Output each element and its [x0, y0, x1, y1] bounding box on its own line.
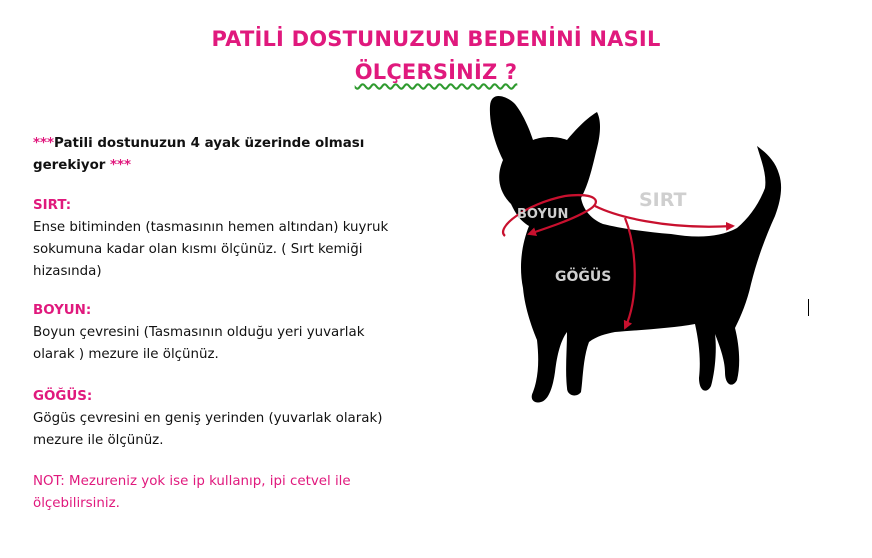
sirt-heading: SIRT:	[33, 198, 72, 213]
boyun-section	[33, 300, 413, 366]
sirt-diagram-label: SIRT	[639, 189, 687, 211]
page-title-line1: PATİLİ DOSTUNUZUN BEDENİNİ NASIL	[211, 27, 661, 51]
gogus-diagram-label: GÖĞÜS	[555, 269, 612, 285]
warning-stars-close: ***	[105, 158, 132, 173]
gogus-section	[33, 386, 413, 452]
boyun-line-1: Boyun çevresini (Tasmasının olduğu yeri yuvarlak	[33, 325, 365, 340]
warning-line-1	[33, 133, 413, 155]
boyun-diagram-label: BOYUN	[517, 207, 569, 222]
note-line-1: NOT: Mezureniz yok ise ip kullanıp, ipi cetvel ile	[33, 474, 351, 489]
gogus-line-2: mezure ile ölçünüz.	[33, 433, 164, 448]
dog-measurement-diagram	[485, 88, 785, 418]
gogus-line-1: Gögüs çevresini en geniş yerinden (yuvarlak olarak)	[33, 411, 383, 426]
text-cursor-icon	[808, 299, 809, 316]
warning-text-2: gerekiyor	[33, 158, 106, 173]
page-title-line2-text: ÖLÇERSİNİZ ?	[354, 60, 518, 84]
note-section	[33, 471, 413, 515]
note-line-2: ölçebilirsiniz.	[33, 496, 120, 511]
warning-stars-open: ***	[33, 136, 55, 151]
gogus-heading: GÖĞÜS:	[33, 389, 93, 404]
sirt-line-1: Ense bitiminden (tasmasının hemen altından) kuyruk	[33, 220, 389, 235]
boyun-line-2: olarak ) mezure ile ölçünüz.	[33, 347, 219, 362]
sirt-line-3: hizasında)	[33, 264, 102, 279]
sirt-section	[33, 195, 413, 283]
warning-block	[33, 133, 413, 177]
boyun-heading: BOYUN:	[33, 303, 92, 318]
warning-text-1: Patili dostunuzun 4 ayak üzerinde olması	[54, 136, 365, 151]
sirt-line-2: sokumuna kadar olan kısmı ölçünüz. ( Sırt kemiği	[33, 242, 363, 257]
warning-line-2	[33, 155, 413, 177]
dog-silhouette-icon	[490, 96, 781, 403]
page-title-line2	[0, 60, 872, 84]
